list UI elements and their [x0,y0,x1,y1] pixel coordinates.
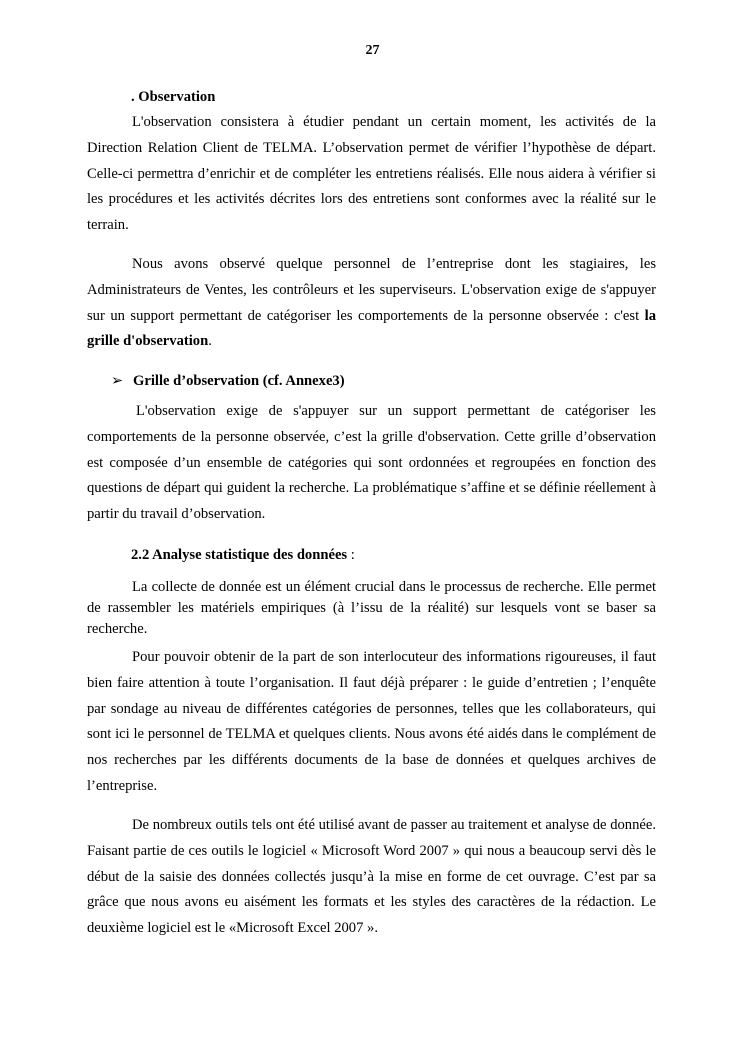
observation-paragraph-2-end: . [208,333,212,350]
grille-heading-text: Grille d’observation (cf. Annexe3) [133,373,345,389]
page-number: 27 [365,43,380,58]
observation-paragraph-2 [87,252,656,355]
analyse-paragraph-1: La collecte de donnée est un élément crucial dans le processus de recherche. Elle permet de rassembler les matériels empiriques (à l’issu de la réalité) sur lesquels vont se baser sa recherche. [87,579,656,637]
observation-paragraph-2-text: Nous avons observé quelque personnel de l’entreprise dont les stagiaires, les Administrateurs de Ventes, les contrôleurs et les superviseurs. L'observation exige de s'appuyer sur un support permettant de catégoriser les comportements de la personne observée : c'est [87,256,656,324]
grille-paragraph: L'observation exige de s'appuyer sur un support permettant de catégoriser les comportements de la personne observée, c’est la grille d'observation. Cette grille d’observation est composée d’un ensemble de catégories qui sont ordonnées et regroupées en fonction des questions de départ qui guident la recherche. La problématique s’affine et se définie réellement à partir du travail d’observation. [87,403,656,523]
arrow-bullet-icon: ➢ [111,373,124,389]
observation-paragraph-1: L'observation consistera à étudier pendant un certain moment, les activités de la Direction Relation Client de TELMA. L’observation permet de vérifier l’hypothèse de départ. Celle-ci permettra d’enrichir et de compléter les entretiens réalisés. Elle nous aidera à vérifier si les procédures et les activités décrites lors des entretiens sont conformes avec la réalité sur le terrain. [87,114,656,234]
analyse-heading-suffix: : [347,547,355,563]
observation-heading: . Observation [131,89,216,105]
grille-observation-term: la grille d'observation [87,307,656,350]
analyse-heading-text: 2.2 Analyse statistique des données [131,547,348,563]
analyse-paragraph-3: De nombreux outils tels ont été utilisé avant de passer au traitement et analyse de donnée. Faisant partie de ces outils le logiciel « Microsoft Word 2007 » qui nous a beaucoup servi dès le début de la saisie des données collectés jusqu’à la mise en forme de cet ouvrage. C’est par sa grâce que nous avons eu aisément les formats et les styles des caractères de la rédaction. Le deuxième logiciel est le «Microsoft Excel 2007 ». [87,817,656,937]
analyse-paragraph-2: Pour pouvoir obtenir de la part de son interlocuteur des informations rigoureuses, il faut bien faire attention à toute l’organisation. Il faut déjà préparer : le guide d’entretien ; l’enquête par sondage au niveau de différentes catégories de personnes, telles que les collaborateurs, qui sont ici le personnel de TELMA et quelques clients. Nous avons été aidés dans le complément de nos recherches par les différents documents de la base de données et quelques archives de l’entreprise. [87,649,656,794]
analyse-heading [131,545,355,565]
grille-heading [111,371,345,391]
